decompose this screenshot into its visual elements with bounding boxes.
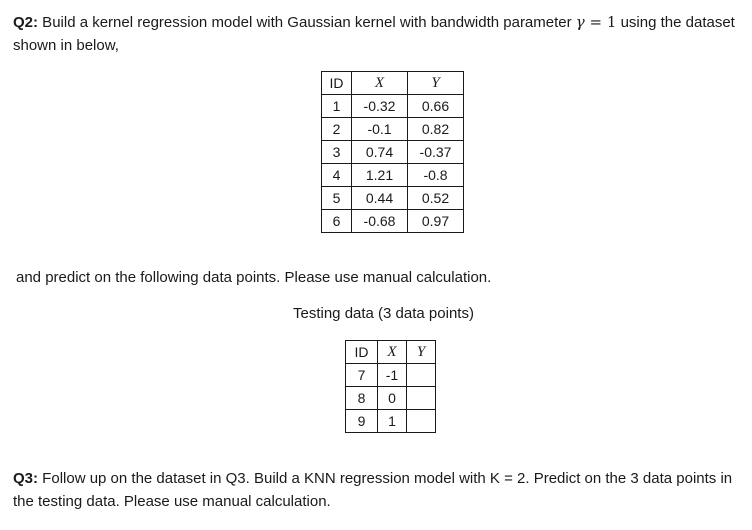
header-y: Y	[408, 72, 464, 95]
cell-y: -0.37	[408, 141, 464, 164]
table-row	[322, 187, 464, 210]
cell-y: -0.8	[408, 164, 464, 187]
q2-question	[13, 11, 745, 57]
cell-y	[407, 410, 436, 433]
header-id: ID	[346, 341, 378, 364]
cell-id: 6	[322, 210, 352, 233]
q3-label: Q3:	[13, 470, 39, 487]
cell-x: -0.68	[352, 210, 408, 233]
cell-id: 8	[346, 387, 378, 410]
cell-x: 0.74	[352, 141, 408, 164]
cell-x: 0	[378, 387, 407, 410]
training-data-table	[321, 71, 464, 233]
cell-y	[407, 387, 436, 410]
cell-y: 0.82	[408, 118, 464, 141]
q2-text-after-gamma: using the dataset shown in below,	[13, 14, 735, 54]
testing-data-table	[345, 340, 436, 433]
cell-id: 1	[322, 95, 352, 118]
table-row	[346, 410, 436, 433]
cell-x: 1.21	[352, 164, 408, 187]
cell-id: 9	[346, 410, 378, 433]
gamma-symbol: γ	[575, 13, 585, 31]
cell-id: 3	[322, 141, 352, 164]
table-row	[322, 141, 464, 164]
q2-label: Q2:	[13, 14, 39, 31]
header-y: Y	[407, 341, 436, 364]
table-row	[322, 95, 464, 118]
cell-x: -0.1	[352, 118, 408, 141]
predict-instruction: and predict on the following data points. Please use manual calculation.	[16, 269, 492, 286]
cell-x: 0.44	[352, 187, 408, 210]
q2-text-before-gamma: Build a kernel regression model with Gaussian kernel with bandwidth parameter	[38, 14, 576, 31]
table-row	[322, 164, 464, 187]
cell-y: 0.97	[408, 210, 464, 233]
cell-y	[407, 364, 436, 387]
table-row	[346, 387, 436, 410]
header-id: ID	[322, 72, 352, 95]
cell-id: 7	[346, 364, 378, 387]
gamma-equals-one: = 1	[584, 13, 617, 31]
table-row	[346, 364, 436, 387]
table-header-row	[346, 341, 436, 364]
cell-y: 0.66	[408, 95, 464, 118]
cell-id: 2	[322, 118, 352, 141]
testing-data-caption: Testing data (3 data points)	[293, 305, 474, 322]
header-x: X	[352, 72, 408, 95]
table-row	[322, 118, 464, 141]
cell-x: -1	[378, 364, 407, 387]
table-row	[322, 210, 464, 233]
table-header-row	[322, 72, 464, 95]
cell-id: 4	[322, 164, 352, 187]
header-x: X	[378, 341, 407, 364]
cell-id: 5	[322, 187, 352, 210]
cell-x: 1	[378, 410, 407, 433]
q3-question	[13, 467, 745, 513]
cell-y: 0.52	[408, 187, 464, 210]
cell-x: -0.32	[352, 95, 408, 118]
q3-text: Follow up on the dataset in Q3. Build a KNN regression model with K = 2. Predict on the 3 data points in the testing data. Please use manual calculation.	[13, 470, 733, 510]
